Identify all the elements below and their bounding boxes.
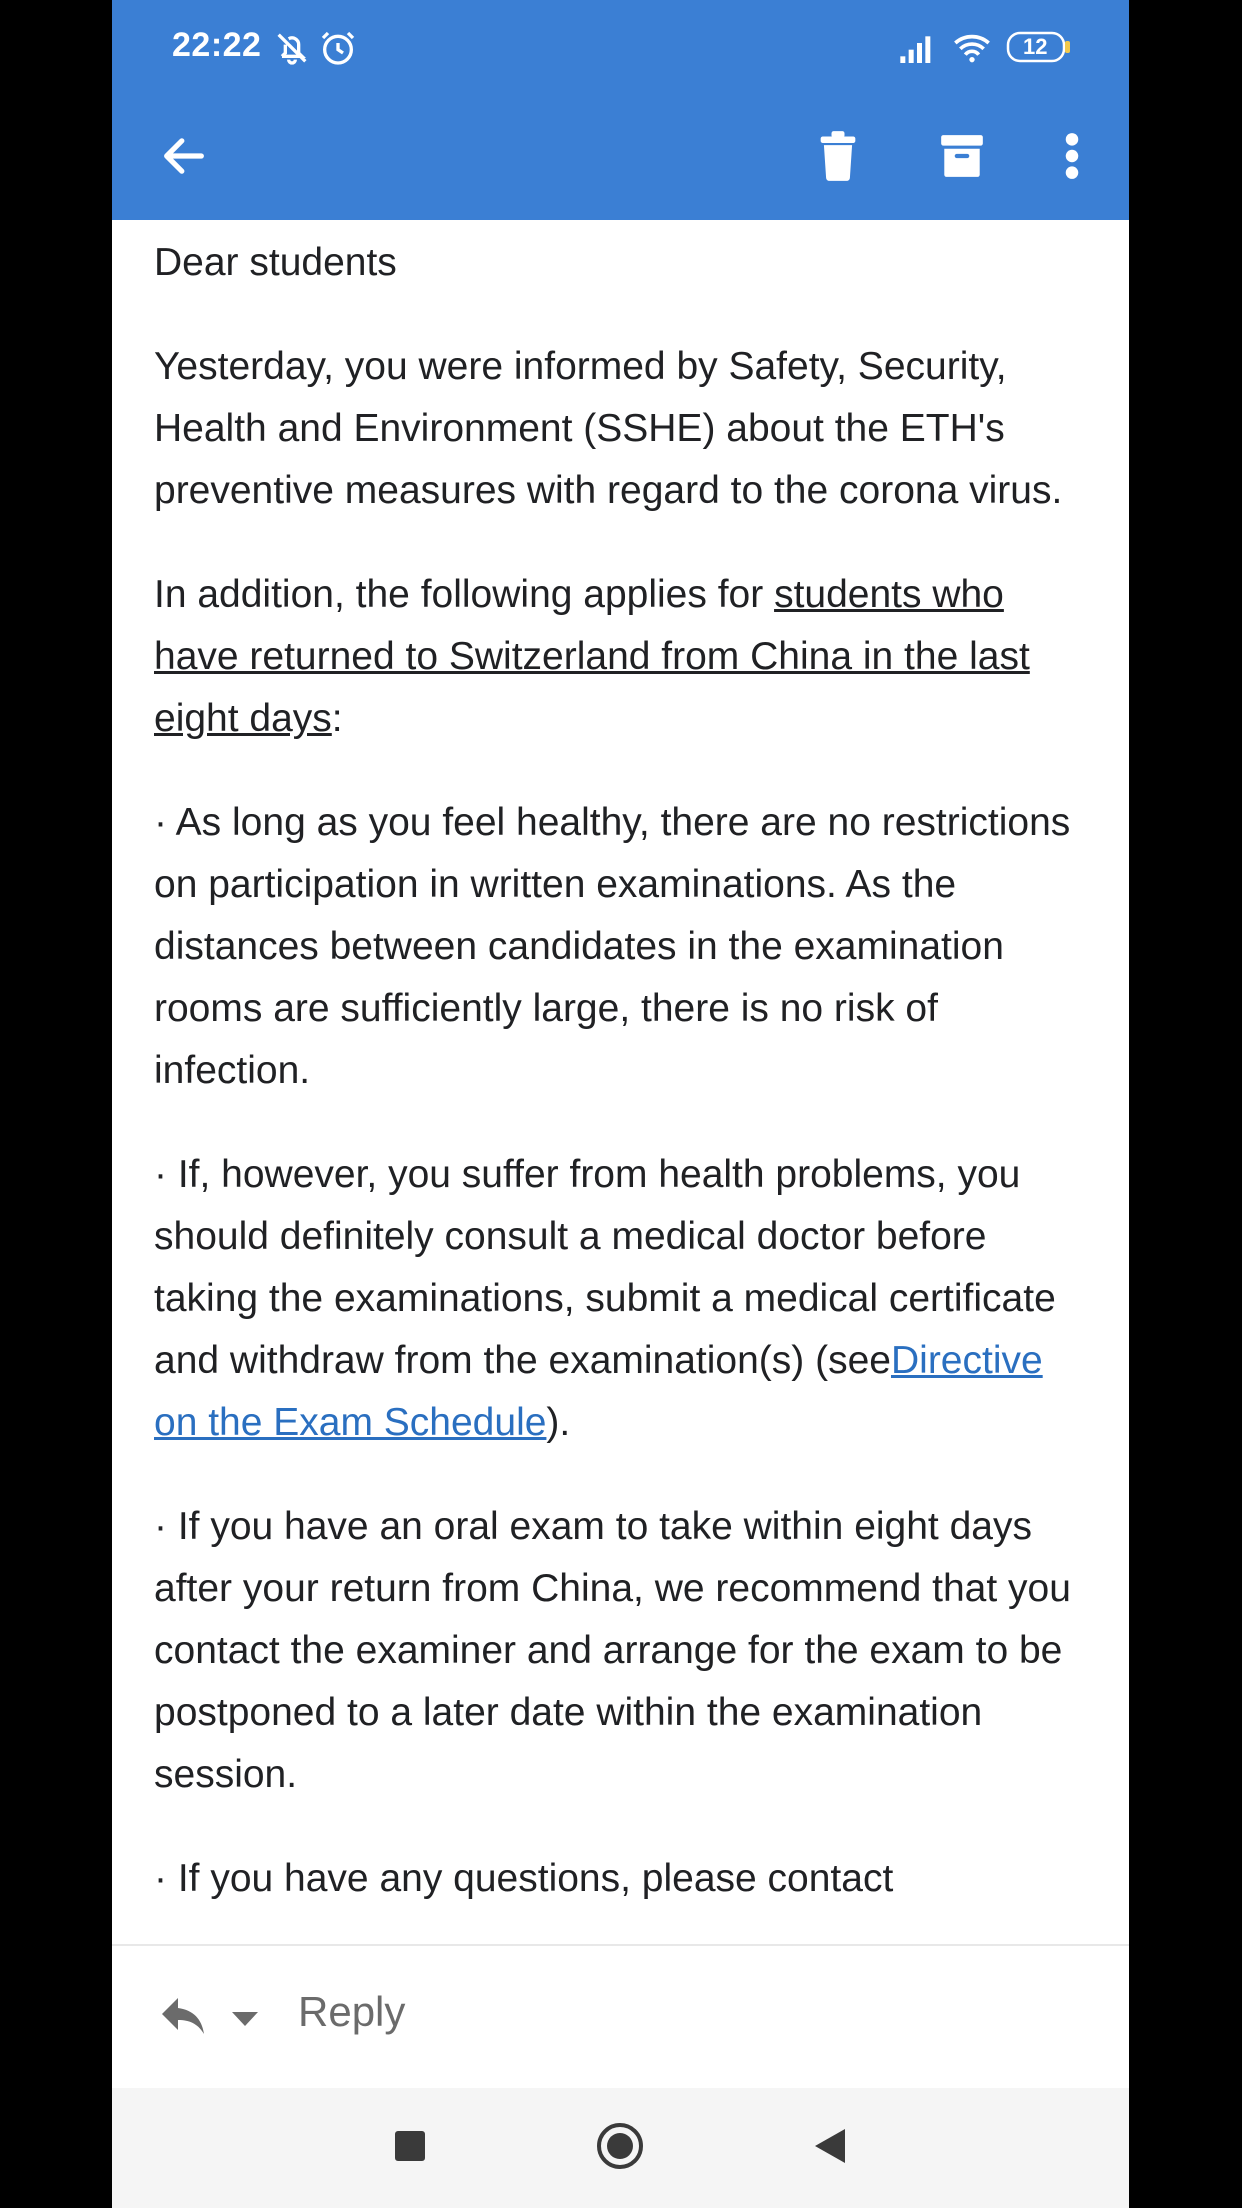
trash-icon — [816, 130, 860, 187]
reply-icon[interactable] — [158, 1992, 210, 2045]
bullet-written-exams: · As long as you feel healthy, there are no restrictions on participation in written examinations. As the distances between candidates in the examination rooms are sufficiently large, there is no risk of infection. — [154, 801, 1071, 1092]
battery-icon — [1006, 30, 1072, 70]
system-nav-bar — [112, 2088, 1129, 2208]
email-screen — [112, 0, 1129, 2208]
archive-icon — [937, 131, 987, 186]
square-icon — [394, 2130, 426, 2167]
reply-button[interactable]: Reply — [298, 1988, 406, 2035]
email-paragraph-affected-students — [154, 564, 1094, 750]
back-arrow-icon — [158, 130, 210, 187]
paragraph-text: ). — [546, 1401, 571, 1444]
app-toolbar — [112, 96, 1129, 220]
battery-level: 12 — [1023, 34, 1048, 59]
bullet-health-problems — [154, 1144, 1094, 1454]
exam-schedule-directive-link[interactable]: Directive on the Exam Schedule — [154, 1339, 1043, 1444]
signal-icon — [896, 28, 938, 68]
home-button[interactable] — [588, 2116, 652, 2180]
back-button[interactable] — [144, 118, 224, 198]
wifi-icon — [950, 28, 994, 68]
archive-button[interactable] — [922, 118, 1002, 198]
bell-off-icon — [272, 28, 312, 68]
email-greeting: Dear students — [154, 241, 397, 284]
email-paragraph: Yesterday, you were informed by Safety, Security, Health and Environment (SSHE) about the ETH's preventive measures with regard to the corona virus. — [154, 345, 1063, 512]
triangle-back-icon — [813, 2127, 847, 2170]
status-time: 22:22 — [172, 26, 262, 64]
paragraph-text: In addition, the following applies for — [154, 573, 775, 616]
bullet-questions-partial: · If you have any questions, please contact — [154, 1857, 894, 1900]
paragraph-text: : — [331, 697, 343, 740]
more-options-button[interactable] — [1032, 118, 1112, 198]
alarm-icon — [318, 28, 358, 68]
delete-button[interactable] — [798, 118, 878, 198]
more-vert-icon — [1062, 131, 1082, 186]
underlined-text: students who have returned to Switzerland from China in the last eight days — [154, 573, 1030, 740]
reply-bar — [112, 1944, 1129, 2090]
paragraph-text: · If, however, you suffer from health problems, you should definitely consult a medical doctor before taking the examinations, submit a medical certificate and withdraw from the examination(s) (see — [154, 1153, 1056, 1382]
email-body — [154, 232, 1094, 1942]
back-nav-button[interactable] — [798, 2116, 862, 2180]
circle-home-icon — [595, 2121, 645, 2176]
recent-apps-button[interactable] — [378, 2116, 442, 2180]
status-bar — [112, 0, 1129, 96]
bullet-oral-exam: · If you have an oral exam to take within eight days after your return from China, we recommend that you contact the examiner and arrange for the exam to be postponed to a later date within the examination session. — [154, 1505, 1071, 1796]
reply-options-chevron-down-icon[interactable] — [230, 2010, 260, 2033]
